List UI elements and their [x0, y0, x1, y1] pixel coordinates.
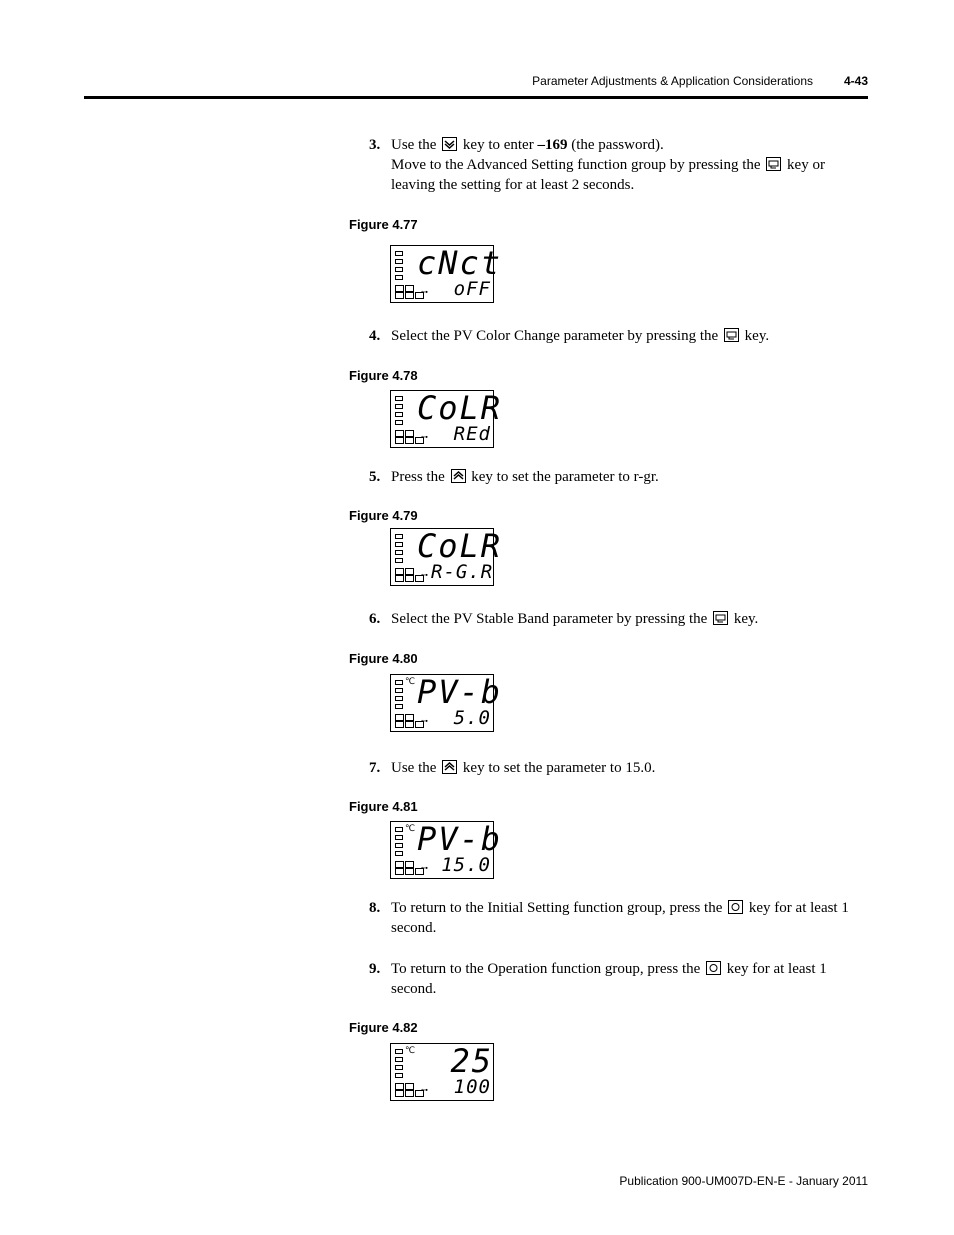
- lcd-bottom-value: oFF: [453, 278, 491, 300]
- lcd-display: [390, 820, 503, 879]
- figure-label: Figure 4.82: [349, 1020, 418, 1035]
- step-text: (the password).: [567, 137, 664, 153]
- header-rule: [84, 96, 868, 99]
- lcd-top-value: 25: [450, 1042, 493, 1080]
- step-text: key to set the parameter to r-gr.: [471, 469, 659, 485]
- lcd-display: [390, 244, 503, 303]
- step-text: key.: [744, 328, 770, 344]
- key-lock-icon: ⊶: [421, 864, 428, 872]
- lcd-top-value: PV-b: [417, 820, 503, 858]
- lcd-bottom-value: R-G.R: [431, 561, 494, 583]
- step-text: Select the PV Color Change parameter by pressing the: [391, 328, 719, 344]
- step-text: key for at least 1 second.: [391, 900, 849, 936]
- lcd-bottom-value: 100: [453, 1076, 491, 1098]
- mode-key-icon: [713, 611, 728, 625]
- lcd-bottom-value: REd: [453, 423, 491, 445]
- key-lock-icon: ⊶: [421, 433, 428, 441]
- lcd-display: [390, 389, 503, 448]
- step-text: key to enter: [462, 137, 538, 153]
- step-number: 7.: [369, 760, 381, 776]
- lcd-display: [390, 1043, 494, 1101]
- down-key-icon: [442, 137, 457, 151]
- lcd-bottom-value: 15.0: [441, 854, 491, 876]
- celsius-indicator: ℃: [405, 1046, 416, 1056]
- step-number: 5.: [369, 469, 381, 485]
- step-text: Move to the Advanced Setting function group by pressing the: [391, 157, 761, 173]
- step-text: To return to the Initial Setting function group, press the: [391, 900, 723, 916]
- mode-key-icon: [724, 328, 739, 342]
- step-text: key.: [733, 611, 759, 627]
- step-number: 8.: [369, 900, 381, 916]
- step-number: 6.: [369, 611, 381, 627]
- lcd-top-value: CoLR: [417, 389, 503, 427]
- step-text: key to set the parameter to 15.0.: [462, 760, 656, 776]
- figure-label: Figure 4.80: [349, 651, 418, 666]
- key-lock-icon: ⊶: [421, 288, 428, 296]
- lcd-display: [390, 673, 503, 732]
- section-title: Parameter Adjustments & Application Considerations: [532, 74, 813, 88]
- key-lock-icon: ⊶: [421, 571, 428, 579]
- key-lock-icon: ⊶: [421, 1086, 428, 1094]
- celsius-indicator: ℃: [405, 677, 416, 687]
- lcd-bottom-value: 5.0: [453, 707, 491, 729]
- lcd-top-value: cNct: [417, 244, 503, 282]
- step-number: 4.: [369, 328, 381, 344]
- step-text: Press the: [391, 469, 445, 485]
- level-key-icon: [728, 900, 743, 914]
- key-lock-icon: ⊶: [421, 717, 428, 725]
- level-key-icon: [706, 961, 721, 975]
- page-header: [0, 74, 954, 94]
- step-text: key or leaving the setting for at least 2 seconds.: [391, 157, 825, 193]
- lcd-display: [390, 527, 503, 586]
- lcd-top-value: CoLR: [417, 527, 503, 565]
- mode-key-icon: [766, 157, 781, 171]
- step-text: Use the: [391, 137, 437, 153]
- up-key-icon: [451, 469, 466, 483]
- password-value: –169: [537, 137, 568, 153]
- step-number: 9.: [369, 961, 381, 977]
- figure-label: Figure 4.79: [349, 508, 418, 523]
- up-key-icon: [442, 760, 457, 774]
- step-text: key for at least 1 second.: [391, 961, 827, 997]
- figure-label: Figure 4.77: [349, 217, 418, 232]
- lcd-top-value: PV-b: [417, 673, 503, 711]
- step-number: 3.: [369, 137, 381, 153]
- page-number: 4-43: [843, 74, 868, 88]
- publication-footer: Publication 900-UM007D-EN-E - January 2011: [619, 1174, 868, 1188]
- figure-label: Figure 4.78: [349, 368, 418, 383]
- figure-label: Figure 4.81: [349, 799, 418, 814]
- celsius-indicator: ℃: [405, 824, 416, 834]
- step-text: To return to the Operation function group, press the: [391, 961, 701, 977]
- step-text: Select the PV Stable Band parameter by pressing the: [391, 611, 708, 627]
- step-text: Use the: [391, 760, 437, 776]
